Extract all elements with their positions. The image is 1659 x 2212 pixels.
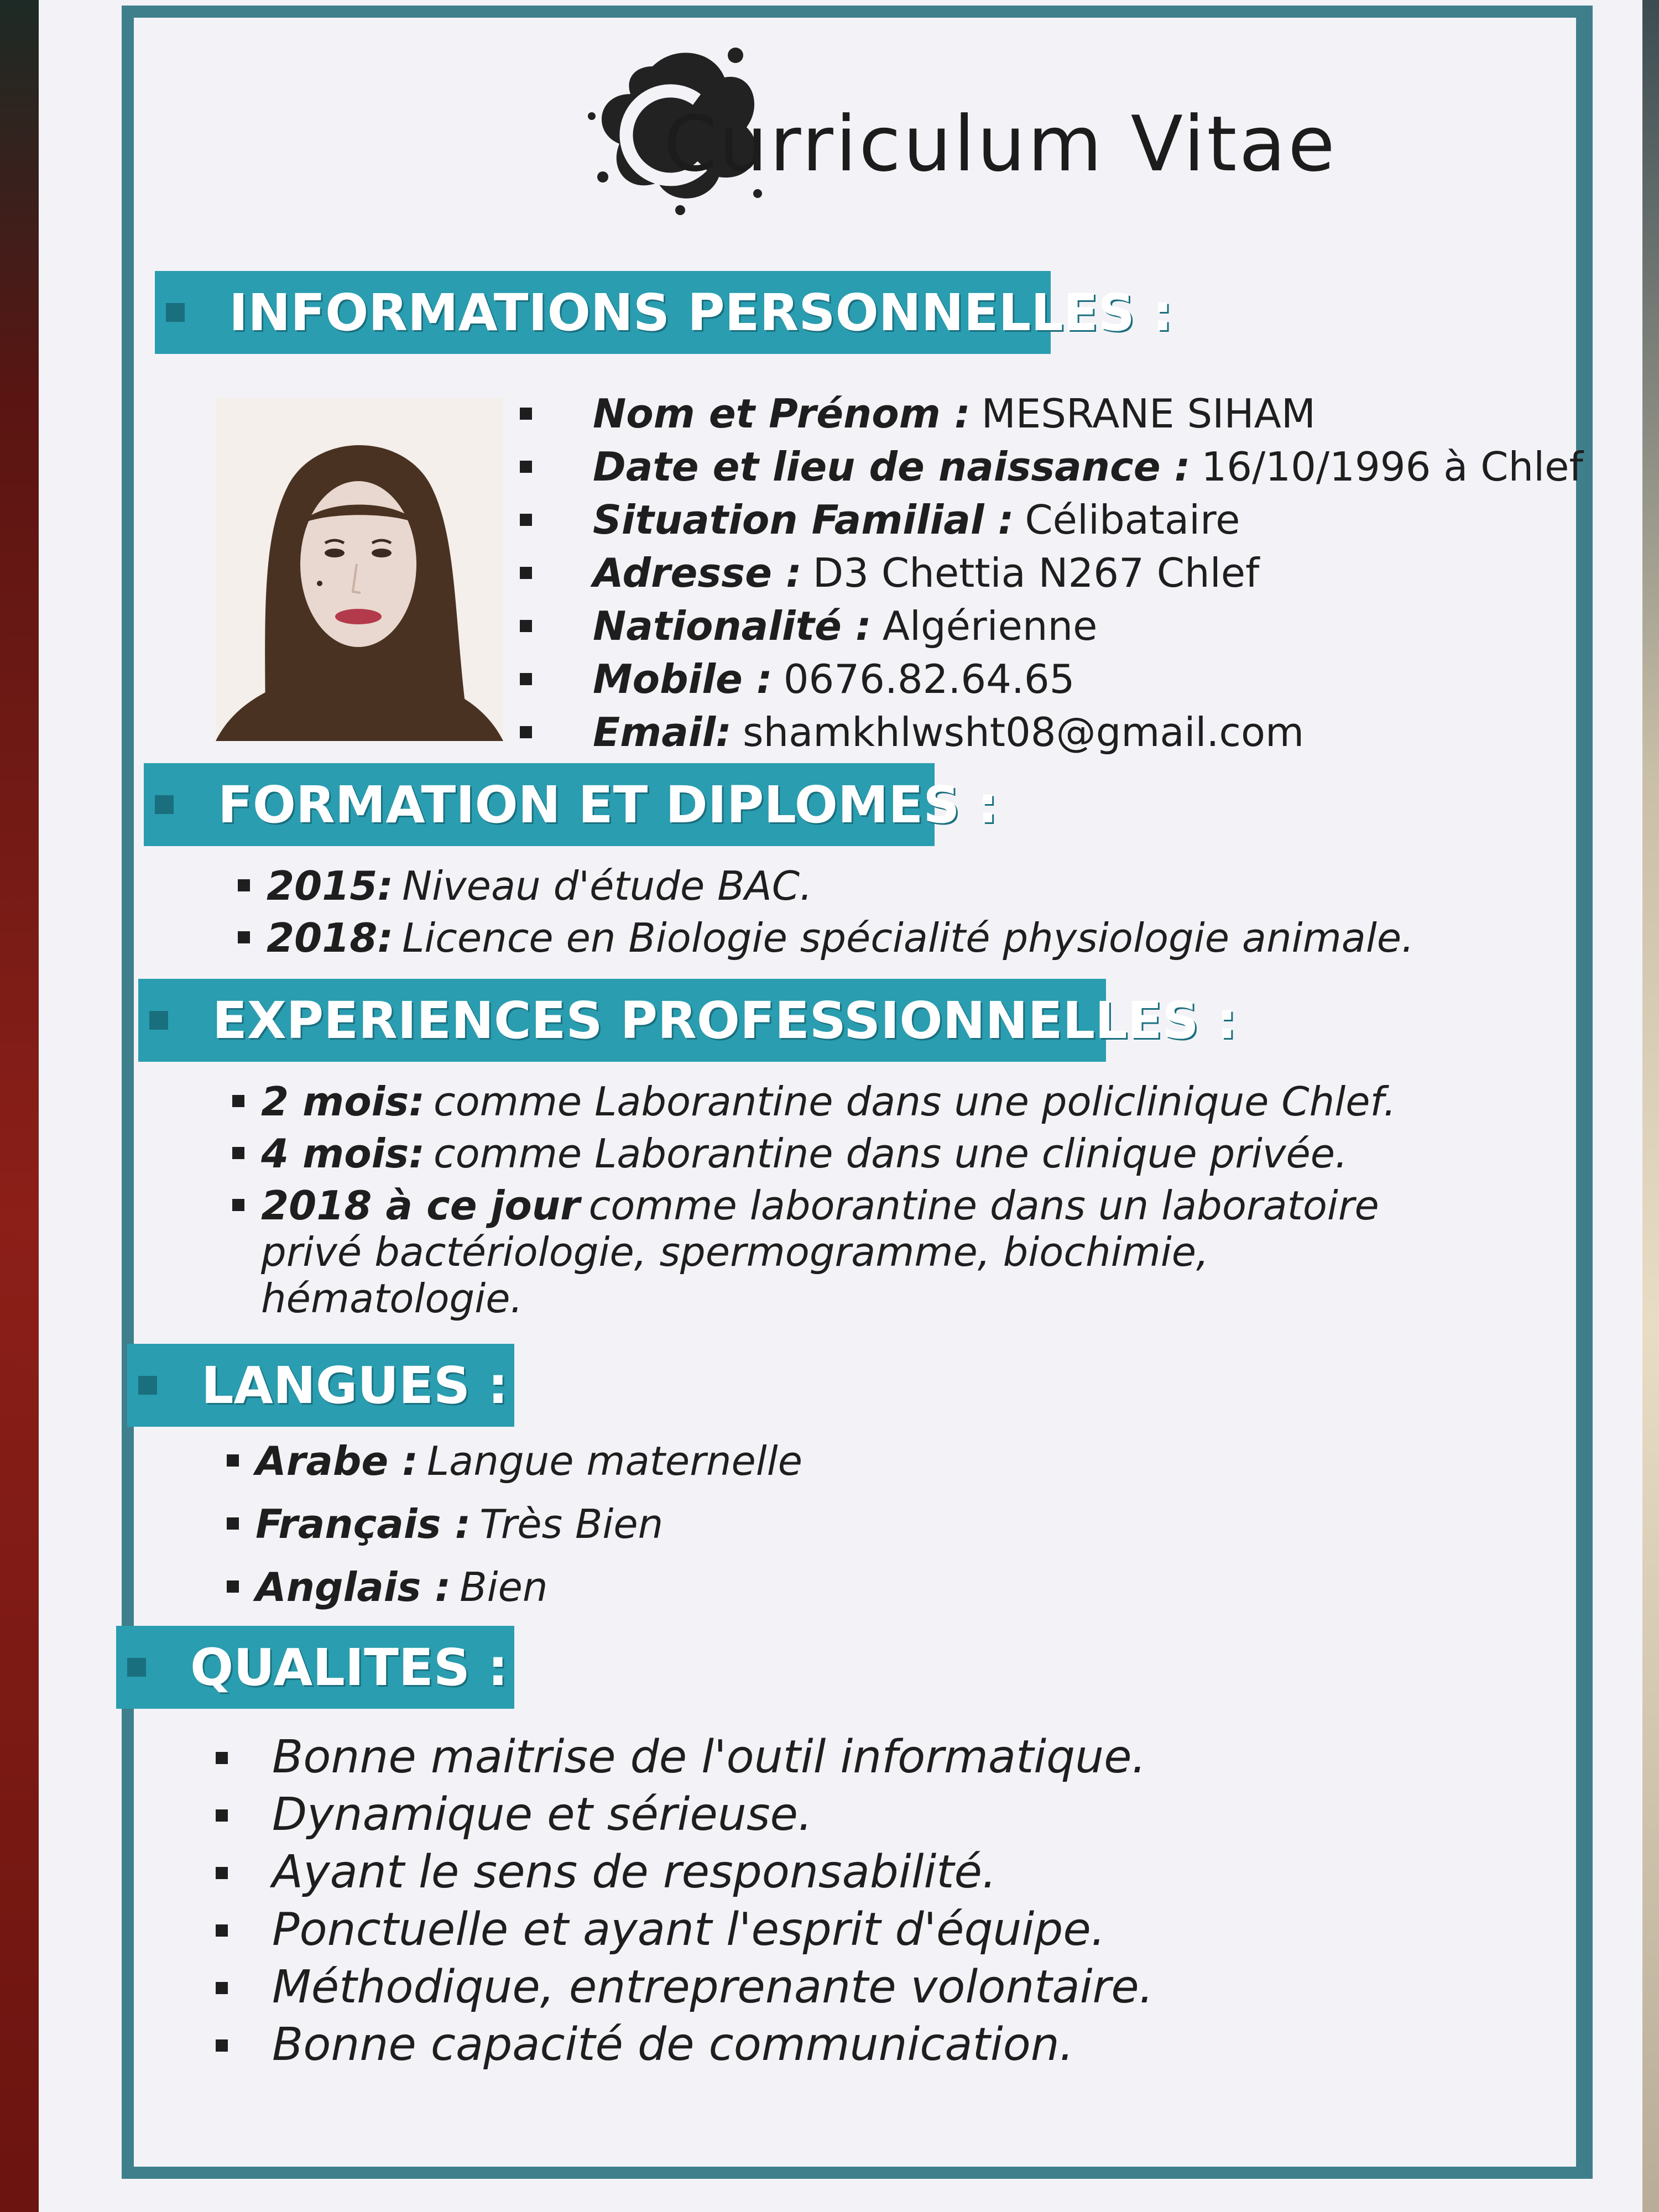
field-label: Situation Familial :	[593, 497, 1014, 543]
square-bullet-icon	[520, 620, 532, 632]
list-item	[216, 2018, 1626, 2072]
section-header-langues	[127, 1344, 514, 1427]
square-bullet-icon	[520, 408, 532, 420]
item-text: Ayant le sens de responsabilité.	[272, 1846, 997, 1898]
field-value: Célibataire	[1025, 497, 1240, 543]
field-label: Adresse :	[593, 550, 802, 596]
info-row-birth	[520, 440, 1583, 493]
info-row-mobile	[520, 653, 1571, 706]
info-row-family	[520, 493, 1571, 546]
cv-paper	[39, 0, 1642, 2212]
square-bullet-icon	[216, 1809, 228, 1822]
section-title: QUALITES :	[190, 1637, 508, 1697]
square-bullet-icon	[216, 1867, 228, 1879]
item-label: 2015:	[267, 863, 394, 909]
list-item	[216, 1731, 1626, 1784]
item-value: comme Laborantine dans une clinique privée.	[433, 1130, 1348, 1177]
section-title: EXPERIENCES PROFESSIONNELLES :	[212, 990, 1237, 1050]
field-value: D3 Chettia N267 Chlef	[812, 550, 1260, 596]
item-label: Français :	[255, 1501, 471, 1547]
square-bullet-icon	[149, 1011, 168, 1030]
item-value: Niveau d'étude BAC.	[402, 863, 812, 909]
square-bullet-icon	[520, 673, 532, 685]
square-bullet-icon	[232, 1199, 244, 1211]
square-bullet-icon	[227, 1454, 239, 1467]
square-bullet-icon	[520, 461, 532, 473]
item-value: comme Laborantine dans une policlinique Chlef.	[433, 1078, 1396, 1125]
experience-list	[232, 1078, 1477, 1327]
square-bullet-icon	[232, 1147, 244, 1159]
item-value: comme laborantine dans un laboratoire privé bactériologie, spermogramme, biochimie, hématologie.	[261, 1182, 1379, 1322]
item-text: Bonne capacité de communication.	[272, 2018, 1074, 2071]
field-value: MESRANE SIHAM	[981, 390, 1316, 437]
list-item	[238, 915, 1648, 961]
square-bullet-icon	[227, 1517, 239, 1530]
item-text: Bonne maitrise de l'outil informatique.	[272, 1731, 1146, 1783]
info-row-nationality	[520, 599, 1571, 653]
square-bullet-icon	[232, 1095, 244, 1107]
item-label: 2 mois:	[261, 1078, 425, 1125]
item-value: Langue maternelle	[427, 1438, 803, 1484]
list-item	[227, 1564, 1637, 1610]
field-label: Email:	[593, 709, 732, 755]
list-item	[238, 863, 1648, 909]
field-label: Nationalité :	[593, 603, 872, 649]
profile-photo	[216, 398, 503, 741]
section-header-experience	[138, 979, 1237, 1062]
item-value: Licence en Biologie spécialité physiologie animale.	[402, 915, 1415, 961]
cv-title: Curriculum Vitae	[664, 100, 1337, 189]
square-bullet-icon	[216, 1752, 228, 1764]
list-item	[227, 1438, 1637, 1484]
square-bullet-icon	[520, 567, 532, 579]
list-item	[232, 1182, 1477, 1322]
langues-list	[227, 1438, 1637, 1616]
item-label: Anglais :	[255, 1564, 451, 1610]
info-row-address	[520, 546, 1571, 599]
field-value: 0676.82.64.65	[783, 656, 1075, 702]
square-bullet-icon	[520, 726, 532, 738]
square-bullet-icon	[227, 1580, 239, 1593]
formation-list	[238, 863, 1648, 967]
field-value: Algérienne	[882, 603, 1098, 649]
square-bullet-icon	[216, 1982, 228, 1994]
section-header-qualites	[116, 1626, 514, 1709]
item-text: Méthodique, entreprenante volontaire.	[272, 1961, 1154, 2013]
square-bullet-icon	[238, 931, 250, 943]
square-bullet-icon	[155, 795, 174, 814]
field-label: Nom et Prénom :	[593, 390, 971, 437]
square-bullet-icon	[166, 303, 185, 322]
list-item	[216, 1846, 1626, 1899]
item-text: Dynamique et sérieuse.	[272, 1788, 813, 1841]
section-header-personal	[155, 271, 1173, 354]
square-bullet-icon	[216, 2039, 228, 2052]
qualites-list	[216, 1731, 1626, 2076]
item-value: Très Bien	[479, 1501, 664, 1547]
square-bullet-icon	[238, 879, 250, 891]
info-row-email	[520, 706, 1571, 759]
list-item	[232, 1130, 1477, 1177]
square-bullet-icon	[127, 1658, 146, 1677]
list-item	[216, 1961, 1626, 2014]
item-label: Arabe :	[255, 1438, 419, 1484]
item-label: 2018:	[267, 915, 394, 961]
square-bullet-icon	[138, 1376, 157, 1395]
square-bullet-icon	[216, 1924, 228, 1937]
item-label: 4 mois:	[261, 1130, 425, 1177]
personal-info-list	[520, 387, 1583, 759]
list-item	[232, 1078, 1477, 1125]
list-item	[216, 1788, 1626, 1841]
section-title: FORMATION ET DIPLOMES :	[218, 775, 998, 834]
section-title: LANGUES :	[201, 1355, 508, 1415]
item-text: Ponctuelle et ayant l'esprit d'équipe.	[272, 1903, 1105, 1956]
field-label: Mobile :	[593, 656, 773, 702]
list-item	[216, 1903, 1626, 1957]
cv-title-block	[570, 33, 1337, 221]
field-value: 16/10/1996 à Chlef	[1201, 444, 1583, 490]
item-value: Bien	[460, 1564, 548, 1610]
info-row-name	[520, 387, 1571, 440]
field-value: shamkhlwsht08@gmail.com	[742, 709, 1305, 755]
field-label: Date et lieu de naissance :	[593, 444, 1191, 490]
item-label: 2018 à ce jour	[261, 1182, 580, 1229]
square-bullet-icon	[520, 514, 532, 526]
section-header-formation	[144, 763, 998, 846]
list-item	[227, 1501, 1637, 1547]
section-title: INFORMATIONS PERSONNELLES :	[229, 283, 1173, 342]
